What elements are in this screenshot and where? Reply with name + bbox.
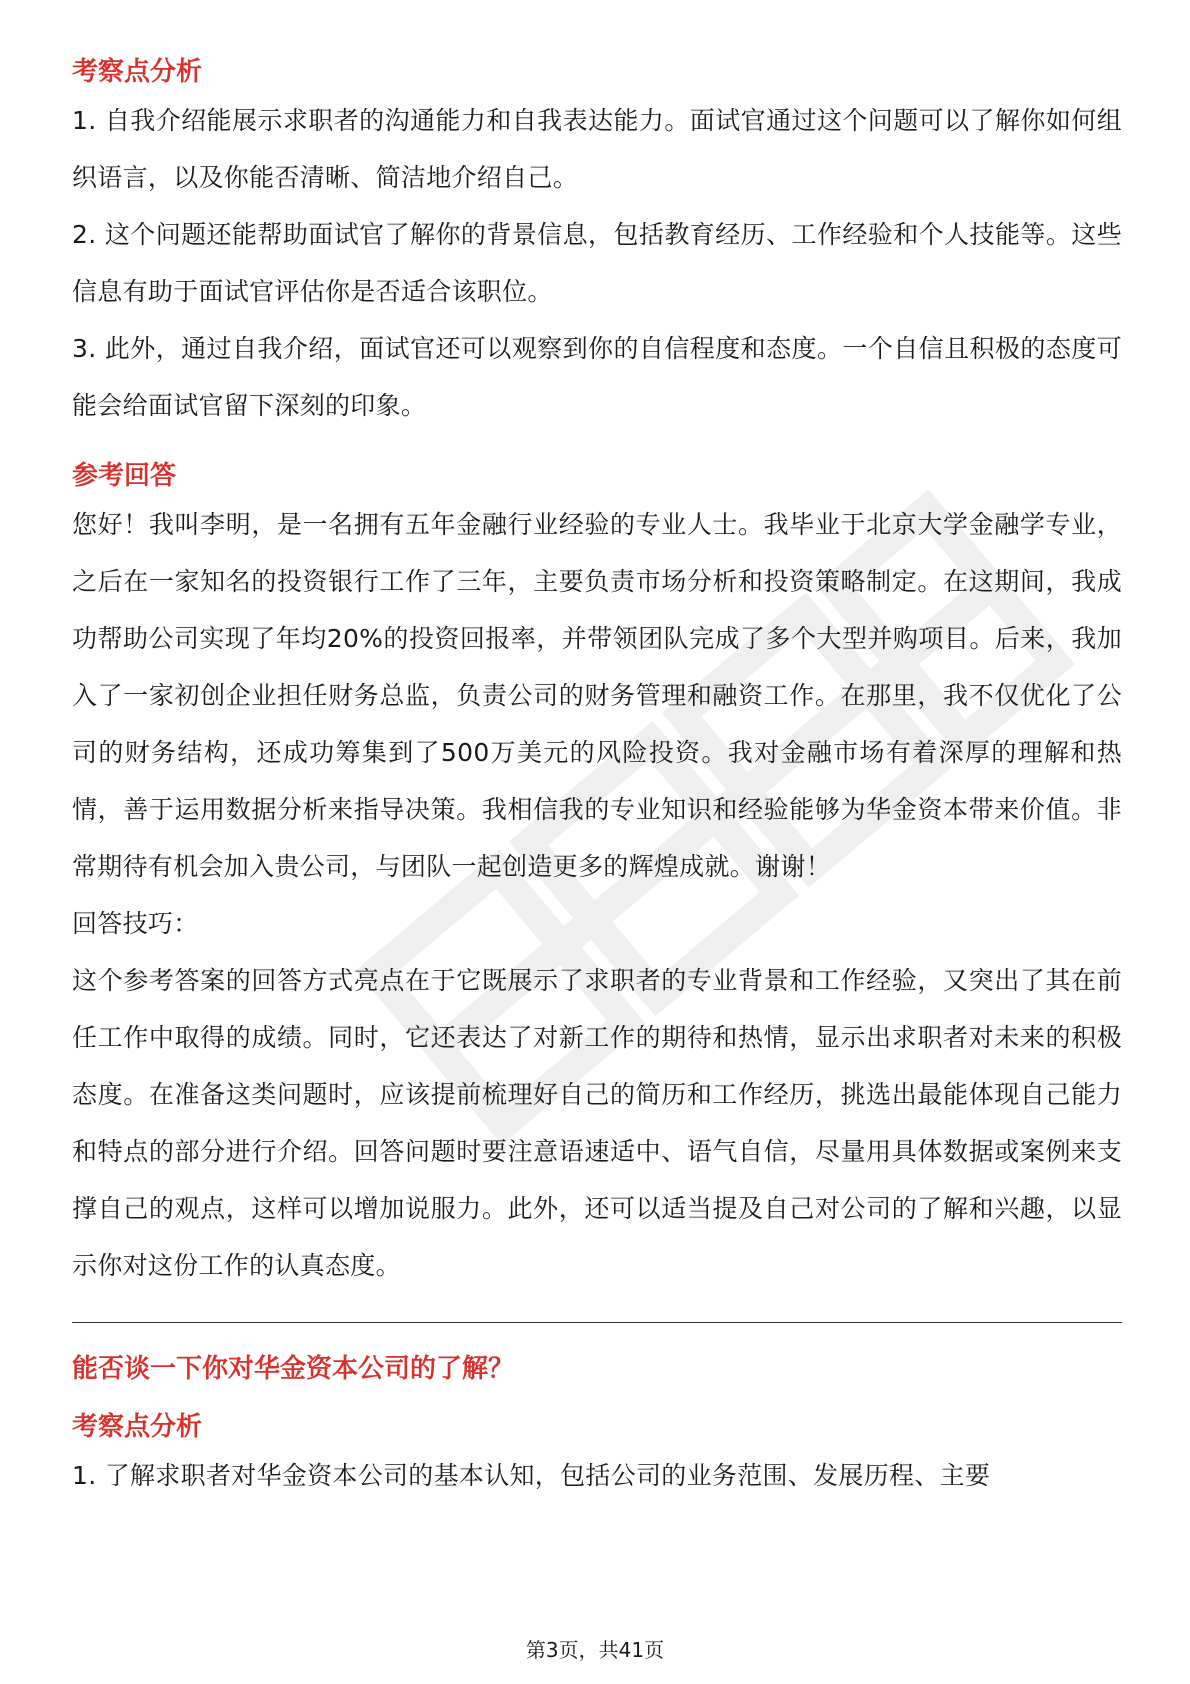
question-title: 能否谈一下你对华金资本公司的了解？	[72, 1354, 515, 1384]
analysis-item-2: 2. 这个问题还能帮助面试官了解你的背景信息，包括教育经历、工作经验和个人技能等。这些信息有助于面试官评估你是否适合该职位。	[72, 220, 1122, 306]
section-divider	[72, 1322, 1122, 1323]
analysis-item-1-q2: 1. 了解求职者对华金资本公司的基本认知，包括公司的业务范围、发展历程、主要	[72, 1461, 991, 1490]
document-page	[72, 48, 1122, 1504]
reference-answer-text: 您好！我叫李明，是一名拥有五年金融行业经验的专业人士。我毕业于北京大学金融学专业，之后在一家知名的投资银行工作了三年，主要负责市场分析和投资策略制定。在这期间，我成功帮助公司实现了年均20%的投资回报率，并带领团队完成了多个大型并购项目。后来，我加入了一家初创企业担任财务总监，负责公司的财务管理和融资工作。在那里，我不仅优化了公司的财务结构，还成功筹集到了500万美元的风险投资。我对金融市场有着深厚的理解和热情，善于运用数据分析来指导决策。我相信我的专业知识和经验能够为华金资本带来价值。非常期待有机会加入贵公司，与团队一起创造更多的辉煌成就。谢谢！	[72, 510, 1122, 881]
analysis-item-1: 1. 自我介绍能展示求职者的沟通能力和自我表达能力。面试官通过这个问题可以了解你如何组织语言，以及你能否清晰、简洁地介绍自己。	[72, 106, 1122, 192]
page-number-footer: 第3页，共41页	[525, 1638, 665, 1662]
section-heading-reference-answer: 参考回答	[72, 461, 177, 491]
answer-tips-text: 这个参考答案的回答方式亮点在于它既展示了求职者的专业背景和工作经验，又突出了其在前任工作中取得的成绩。同时，它还表达了对新工作的期待和热情，显示出求职者对未来的积极态度。在准备这类问题时，应该提前梳理好自己的简历和工作经历，挑选出最能体现自己能力和特点的部分进行介绍。回答问题时要注意语速适中、语气自信，尽量用具体数据或案例来支撑自己的观点，这样可以增加说服力。此外，还可以适当提及自己对公司的了解和兴趣，以显示你对这份工作的认真态度。	[72, 966, 1122, 1280]
answer-tips-label: 回答技巧：	[72, 909, 199, 938]
section-heading-analysis-2: 考察点分析	[72, 1412, 203, 1442]
section-heading-analysis: 考察点分析	[72, 57, 203, 87]
analysis-item-3: 3. 此外，通过自我介绍，面试官还可以观察到你的自信程度和态度。一个自信且积极的态度可能会给面试官留下深刻的印象。	[72, 334, 1122, 420]
